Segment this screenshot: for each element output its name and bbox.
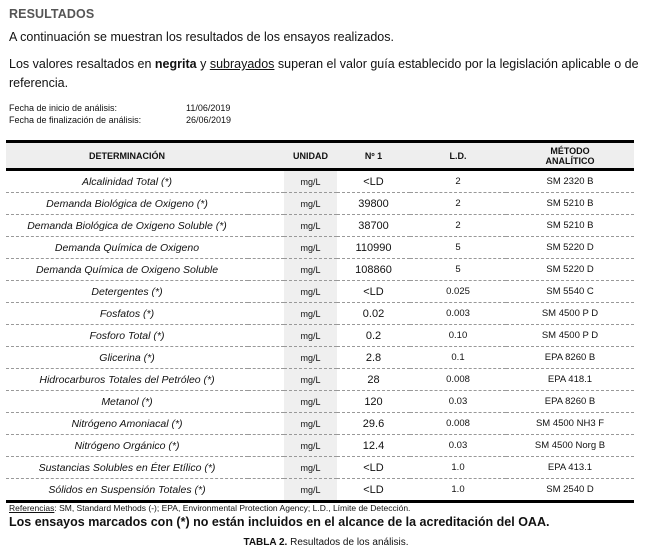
table-row <box>6 325 634 347</box>
unit-cell: mg/L <box>284 457 337 479</box>
legend-bold-word: negrita <box>154 57 197 71</box>
header-determination: DETERMINACIÓN <box>6 142 248 170</box>
value-cell: 120 <box>337 391 410 413</box>
ld-cell: 2 <box>410 170 506 193</box>
determination-cell: Demanda Biológica de Oxigeno (*) <box>6 193 248 215</box>
caption-label: TABLA 2. <box>243 537 288 548</box>
ld-cell: 0.03 <box>410 391 506 413</box>
legend-text <box>9 55 639 93</box>
intro-text: A continuación se muestran los resultados de los ensayos realizados. <box>9 30 394 44</box>
references <box>9 503 410 513</box>
method-cell: SM 4500 P D <box>506 303 634 325</box>
spacer-cell <box>248 479 284 502</box>
method-cell: SM 4500 NH3 F <box>506 413 634 435</box>
determination-cell: Demanda Biológica de Oxigeno Soluble (*) <box>6 215 248 237</box>
ld-cell: 0.008 <box>410 369 506 391</box>
value-cell: 12.4 <box>337 435 410 457</box>
spacer-cell <box>248 457 284 479</box>
header-method <box>506 142 634 170</box>
method-cell: SM 4500 Norg B <box>506 435 634 457</box>
unit-cell: mg/L <box>284 170 337 193</box>
spacer-cell <box>248 303 284 325</box>
table-row <box>6 215 634 237</box>
table-header-row <box>6 142 634 170</box>
unit-cell: mg/L <box>284 281 337 303</box>
references-label: Referencias <box>9 503 55 513</box>
table-row <box>6 435 634 457</box>
results-table <box>6 140 634 503</box>
determination-cell: Demanda Química de Oxigeno <box>6 237 248 259</box>
value-cell: <LD <box>337 479 410 502</box>
method-cell: SM 5210 B <box>506 193 634 215</box>
method-cell: SM 5220 D <box>506 259 634 281</box>
table-row <box>6 281 634 303</box>
section-title: RESULTADOS <box>9 7 95 21</box>
determination-cell: Metanol (*) <box>6 391 248 413</box>
table-row <box>6 347 634 369</box>
unit-cell: mg/L <box>284 259 337 281</box>
ld-cell: 5 <box>410 259 506 281</box>
legend-prefix: Los valores resaltados en <box>9 57 155 71</box>
determination-cell: Fosfatos (*) <box>6 303 248 325</box>
value-cell: <LD <box>337 457 410 479</box>
spacer-cell <box>248 259 284 281</box>
header-sample: Nº 1 <box>337 142 410 170</box>
spacer-cell <box>248 347 284 369</box>
unit-cell: mg/L <box>284 347 337 369</box>
spacer-cell <box>248 193 284 215</box>
method-cell: EPA 418.1 <box>506 369 634 391</box>
method-cell: SM 5210 B <box>506 215 634 237</box>
ld-cell: 0.03 <box>410 435 506 457</box>
spacer-cell <box>248 215 284 237</box>
legend-underlined-word: subrayados <box>209 57 275 71</box>
ld-cell: 2 <box>410 193 506 215</box>
spacer-cell <box>248 170 284 193</box>
method-cell: SM 5540 C <box>506 281 634 303</box>
spacer-cell <box>248 391 284 413</box>
determination-cell: Sustancias Solubles en Éter Etílico (*) <box>6 457 248 479</box>
unit-cell: mg/L <box>284 369 337 391</box>
value-cell: 28 <box>337 369 410 391</box>
method-cell: EPA 413.1 <box>506 457 634 479</box>
table-caption <box>0 537 652 548</box>
table-row <box>6 303 634 325</box>
value-cell: 0.02 <box>337 303 410 325</box>
value-cell: <LD <box>337 281 410 303</box>
unit-cell: mg/L <box>284 303 337 325</box>
value-cell: 110990 <box>337 237 410 259</box>
ld-cell: 0.003 <box>410 303 506 325</box>
ld-cell: 2 <box>410 215 506 237</box>
method-cell: EPA 8260 B <box>506 391 634 413</box>
value-cell: 108860 <box>337 259 410 281</box>
spacer-cell <box>248 413 284 435</box>
table-row <box>6 193 634 215</box>
ld-cell: 1.0 <box>410 457 506 479</box>
header-ld: L.D. <box>410 142 506 170</box>
unit-cell: mg/L <box>284 435 337 457</box>
unit-cell: mg/L <box>284 413 337 435</box>
ld-cell: 0.10 <box>410 325 506 347</box>
header-method-line1: MÉTODO <box>550 145 590 156</box>
method-cell: SM 5220 D <box>506 237 634 259</box>
spacer-cell <box>248 237 284 259</box>
method-cell: SM 2320 B <box>506 170 634 193</box>
unit-cell: mg/L <box>284 325 337 347</box>
header-unit: UNIDAD <box>284 142 337 170</box>
ld-cell: 5 <box>410 237 506 259</box>
unit-cell: mg/L <box>284 237 337 259</box>
determination-cell: Nitrógeno Orgánico (*) <box>6 435 248 457</box>
method-cell: SM 4500 P D <box>506 325 634 347</box>
header-spacer <box>248 142 284 170</box>
caption-text: Resultados de los análisis. <box>287 537 409 548</box>
determination-cell: Detergentes (*) <box>6 281 248 303</box>
value-cell: 29.6 <box>337 413 410 435</box>
unit-cell: mg/L <box>284 193 337 215</box>
ld-cell: 0.008 <box>410 413 506 435</box>
end-date-row <box>9 114 231 126</box>
accreditation-note: Los ensayos marcados con (*) no están incluidos en el alcance de la acreditación del OAA. <box>9 515 550 529</box>
spacer-cell <box>248 369 284 391</box>
ld-cell: 0.025 <box>410 281 506 303</box>
analysis-dates <box>9 102 231 126</box>
table-row <box>6 479 634 502</box>
header-method-line2: ANALÍTICO <box>545 155 595 166</box>
table-row <box>6 413 634 435</box>
ld-cell: 0.1 <box>410 347 506 369</box>
start-date-label: Fecha de inicio de análisis: <box>9 103 118 113</box>
table-row <box>6 259 634 281</box>
method-cell: EPA 8260 B <box>506 347 634 369</box>
spacer-cell <box>248 435 284 457</box>
table-row <box>6 369 634 391</box>
value-cell: 39800 <box>337 193 410 215</box>
references-text: : SM, Standard Methods (-); EPA, Environmental Protection Agency; L.D., Límite de Detección. <box>54 503 411 513</box>
unit-cell: mg/L <box>284 479 337 502</box>
ld-cell: 1.0 <box>410 479 506 502</box>
method-cell: SM 2540 D <box>506 479 634 502</box>
table-row <box>6 237 634 259</box>
determination-cell: Fosforo Total (*) <box>6 325 248 347</box>
determination-cell: Sólidos en Suspensión Totales (*) <box>6 479 248 502</box>
determination-cell: Hidrocarburos Totales del Petróleo (*) <box>6 369 248 391</box>
spacer-cell <box>248 325 284 347</box>
table-row <box>6 170 634 193</box>
determination-cell: Alcalinidad Total (*) <box>6 170 248 193</box>
start-date-row <box>9 102 231 114</box>
determination-cell: Demanda Química de Oxigeno Soluble <box>6 259 248 281</box>
start-date-value: 11/06/2019 <box>186 103 231 113</box>
table-row <box>6 457 634 479</box>
determination-cell: Glicerina (*) <box>6 347 248 369</box>
unit-cell: mg/L <box>284 215 337 237</box>
end-date-value: 26/06/2019 <box>186 115 232 125</box>
value-cell: 0.2 <box>337 325 410 347</box>
value-cell: 2.8 <box>337 347 410 369</box>
determination-cell: Nitrógeno Amoniacal (*) <box>6 413 248 435</box>
value-cell: 38700 <box>337 215 410 237</box>
spacer-cell <box>248 281 284 303</box>
legend-middle: y <box>196 57 210 71</box>
legend-suffix: superan el valor guía establecido por la legislación aplicable o de referencia. <box>9 57 639 90</box>
value-cell: <LD <box>337 170 410 193</box>
unit-cell: mg/L <box>284 391 337 413</box>
end-date-label: Fecha de finalización de análisis: <box>9 115 142 125</box>
table-row <box>6 391 634 413</box>
